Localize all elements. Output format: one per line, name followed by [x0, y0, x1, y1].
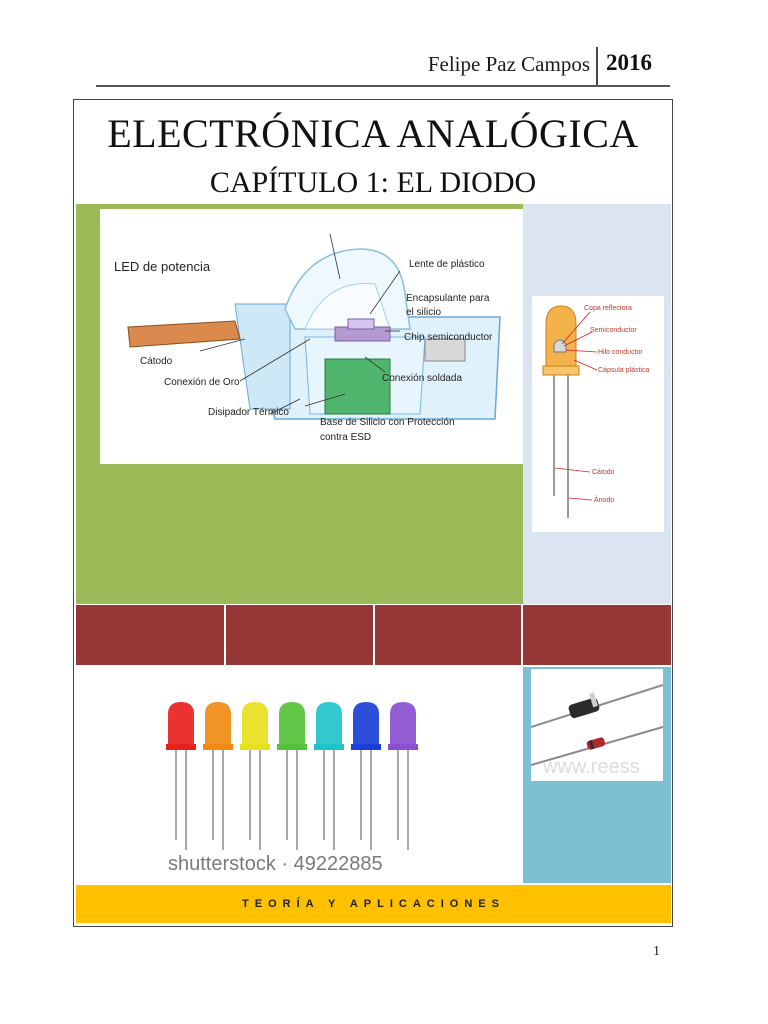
- light-blue-panel: [523, 204, 671, 604]
- green-panel: [76, 204, 523, 604]
- label-wire: Hilo conductor: [598, 349, 643, 356]
- power-led-diagram: [100, 209, 523, 464]
- diagram-heading: LED de potencia: [114, 259, 211, 274]
- label-base-1: Base de Silicio con Protección: [320, 417, 455, 428]
- subtitle-bar: [76, 885, 671, 923]
- label-heatsink: Disipador Térmico: [208, 407, 289, 418]
- label-encapsulant-2: el silicio: [406, 307, 442, 318]
- diodes-illustration: [531, 669, 663, 781]
- document-title: ELECTRÓNICA ANALÓGICA: [107, 111, 639, 156]
- author-name: Felipe Paz Campos: [427, 52, 590, 76]
- cover-frame: [73, 99, 673, 927]
- label-lens: Lente de plástico: [409, 259, 485, 270]
- page-number: 1: [653, 944, 660, 959]
- led-5: [314, 702, 344, 850]
- label-detail-anode: Ánodo: [594, 497, 615, 504]
- label-detail-cathode: Cátodo: [592, 469, 615, 476]
- red-cell-3: [375, 605, 521, 665]
- stock-watermark: shutterstock · 49222885: [168, 853, 383, 875]
- red-cell-4: [523, 605, 671, 665]
- label-cathode: Cátodo: [140, 356, 173, 367]
- label-encapsulant-1: Encapsulante para: [406, 293, 490, 304]
- led-3: [240, 702, 270, 850]
- led-6: [351, 702, 381, 850]
- year: 2016: [606, 50, 652, 75]
- led-4: [277, 702, 307, 850]
- label-plastic-capsule: Cápsula plástica: [598, 367, 650, 374]
- diodes-photo: [531, 669, 663, 781]
- header-rule: [96, 85, 670, 87]
- chapter-subtitle: CAPÍTULO 1: EL DIODO: [209, 166, 537, 199]
- led-7: [388, 702, 418, 850]
- colored-leds-photo: [162, 690, 434, 876]
- power-led-illustration: [100, 209, 523, 464]
- red-cell-2: [226, 605, 373, 665]
- led-anatomy-illustration: [532, 296, 664, 532]
- led-row: [166, 702, 418, 850]
- red-cell-1: [76, 605, 224, 665]
- led-1: [166, 702, 196, 850]
- diodes-watermark: www.reess: [543, 756, 640, 778]
- led-2: [203, 702, 233, 850]
- label-gold-connection: Conexión de Oro: [164, 377, 240, 388]
- header-separator: [596, 47, 598, 85]
- label-base-2: contra ESD: [320, 432, 372, 443]
- subtitle-bar-text: TEORÍA Y APLICACIONES: [242, 898, 505, 910]
- page-header: [96, 44, 670, 86]
- led-anatomy-diagram: [532, 296, 664, 532]
- label-solder-connection: Conexión soldada: [382, 373, 463, 384]
- label-chip: Chip semiconductor: [404, 332, 493, 343]
- label-semiconductor: Semiconductor: [590, 327, 637, 334]
- teal-panel: [523, 667, 671, 883]
- label-reflector-cup: Copa reflectora: [584, 305, 632, 312]
- colored-leds-illustration: [162, 690, 434, 876]
